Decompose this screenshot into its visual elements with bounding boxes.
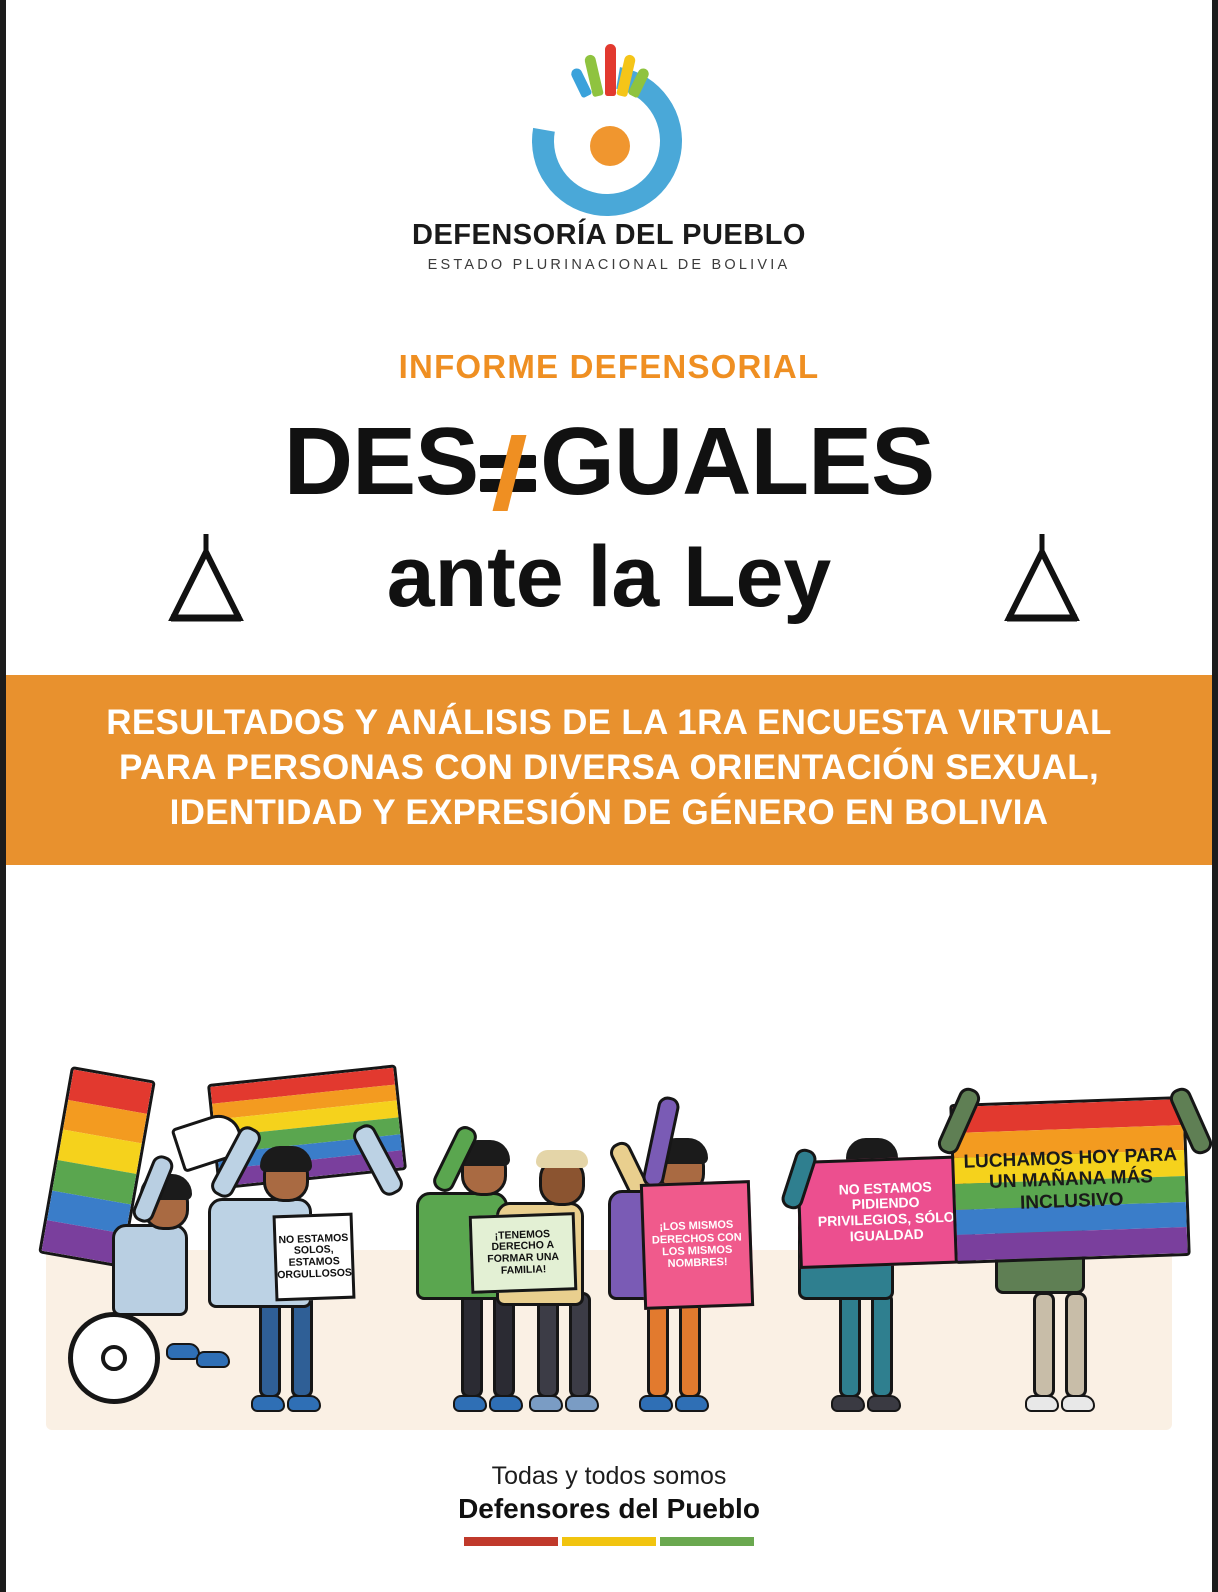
title-part-one: DES [283, 408, 479, 515]
cover-illustration [6, 930, 1212, 1430]
protester-legs [257, 1292, 315, 1412]
page-title [6, 408, 1212, 515]
protest-sign: LUCHAMOS HOY PARA UN MAÑANA MÁS INCLUSIVO [963, 1144, 1178, 1214]
protester-torso [112, 1224, 188, 1316]
protester-raised-fist [626, 972, 806, 1412]
protest-sign: NO ESTAMOS PIDIENDO PRIVILEGIOS, SÓLO IGUALDAD [796, 1155, 976, 1269]
protester-legs [645, 1292, 703, 1412]
protester-legs [535, 1292, 593, 1412]
organization-name: DEFENSORÍA DEL PUEBLO [412, 219, 806, 251]
protester-legs [837, 1292, 895, 1412]
wheelchair-wheel-icon [68, 1312, 160, 1404]
flame-icon [580, 38, 640, 96]
protester-legs [459, 1292, 517, 1412]
footer-line-2: Defensores del Pueblo [458, 1493, 760, 1524]
logo-dot-shape [590, 126, 630, 166]
protester-head [263, 1152, 309, 1202]
footer-block [6, 1462, 1212, 1546]
protester-legs [1031, 1292, 1089, 1412]
report-kicker: INFORME DEFENSORIAL [398, 348, 820, 385]
subtitle-text: RESULTADOS Y ANÁLISIS DE LA 1RA ENCUESTA VIRTUAL PARA PERSONAS CON DIVERSA ORIENTACIÓN SEXUAL, IDENTIDAD Y EXPRESIÓN DE GÉNERO EN BOLIVIA [106, 703, 1112, 832]
subtitle-band [6, 675, 1212, 865]
protester-head [539, 1156, 585, 1206]
protest-sign: ¡LOS MISMOS DERECHOS CON LOS MISMOS NOMBRES! [640, 1180, 754, 1310]
flame-in-circle-icon [514, 38, 704, 213]
title-part-two: GUALES [540, 408, 935, 515]
organization-subtitle: ESTADO PLURINACIONAL DE BOLIVIA [427, 257, 791, 273]
footer-color-bars [464, 1537, 754, 1546]
protester-banner [964, 972, 1194, 1412]
not-equal-icon [478, 429, 540, 509]
protest-sign: ¡TENEMOS DERECHO A FORMAR UNA FAMILIA! [469, 1212, 578, 1294]
protest-sign: NO ESTAMOS SOLOS, ESTAMOS ORGULLOSOS [273, 1213, 356, 1302]
protesters-group [6, 952, 1212, 1412]
organization-logo-block [6, 38, 1212, 273]
page-title-secondary: ante la Ley [386, 529, 832, 625]
protester-megaphone [182, 992, 422, 1412]
footer-line-1: Todas y todos somos [491, 1462, 727, 1490]
